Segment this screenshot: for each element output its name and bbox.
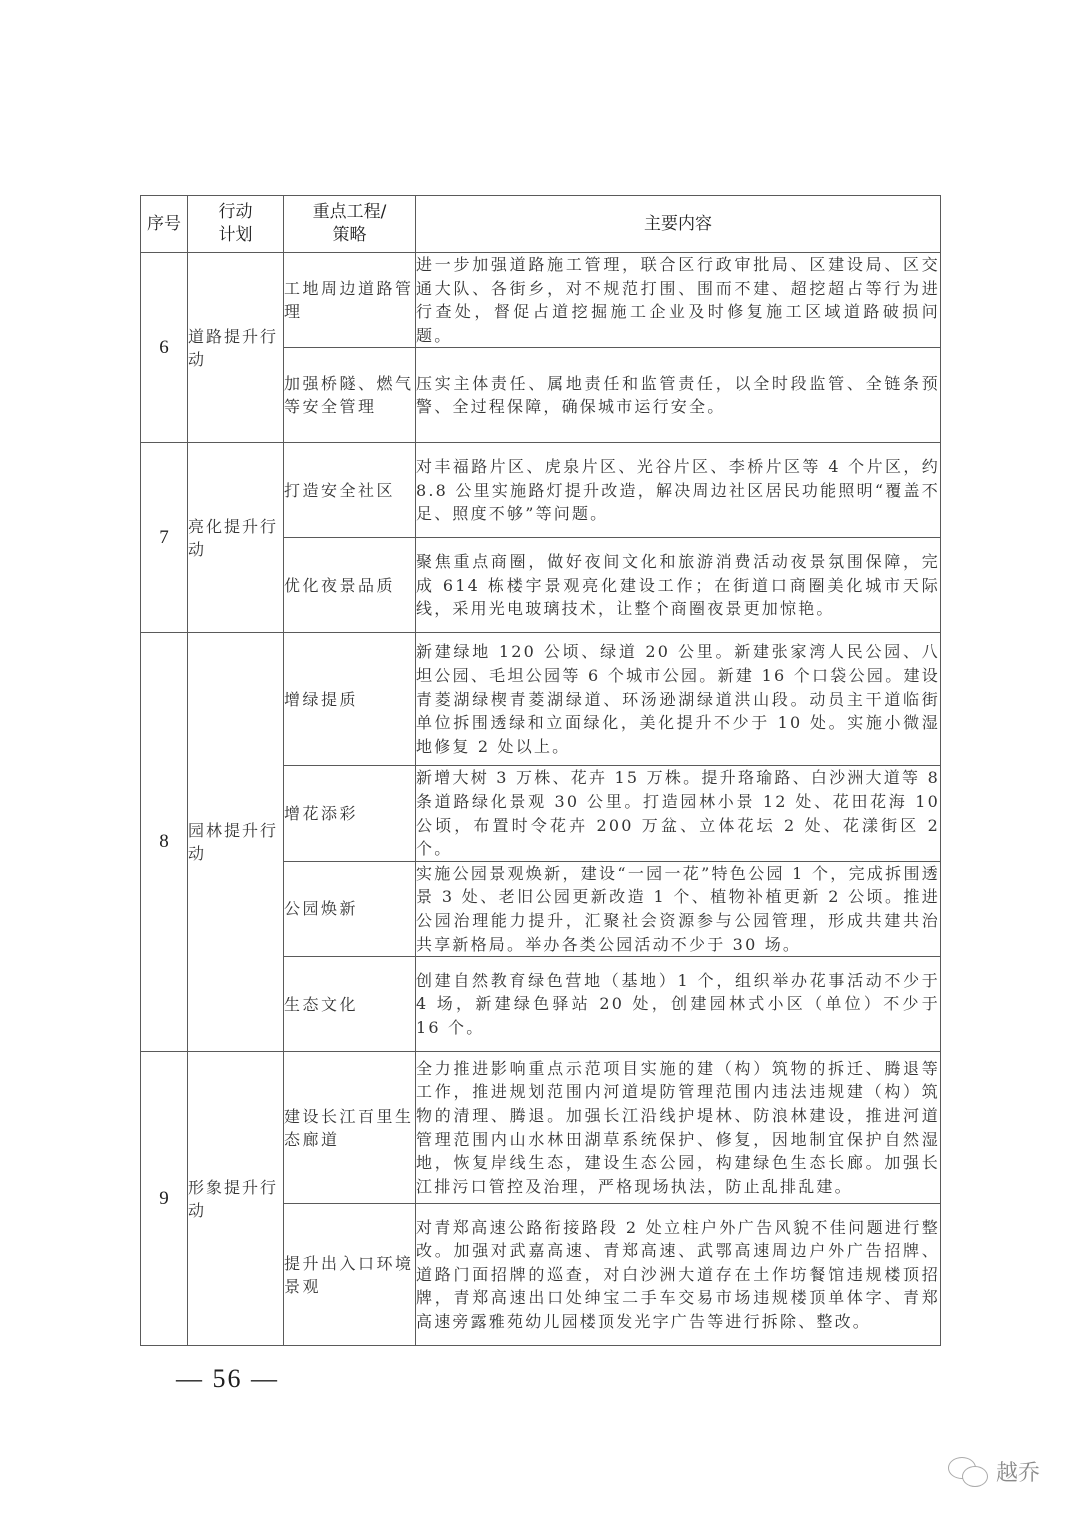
project-name: 优化夜景品质 <box>284 538 416 633</box>
header-content: 主要内容 <box>416 196 941 253</box>
main-content: 全力推进影响重点示范项目实施的建（构）筑物的拆迁、腾退等工作，推进规划范围内河道堤防管理范围内违法违规建（构）筑物的清理、腾退。加强长江沿线护堤林、防浪林建设，推进河道管理范围内山水林田湖草系统保护、修复，因地制宜保护自然湿地，恢复岸线生态，建设生态公园，构建绿色生态长廊。加强长江排污口管控及治理，严格现场执法，防止乱排乱建。 <box>416 1052 941 1204</box>
action-plan: 亮化提升行动 <box>188 443 284 633</box>
main-content: 新建绿地 120 公顷、绿道 20 公里。新建张家湾人民公园、八坦公园、毛坦公园等 6 个城市公园。新建 16 个口袋公园。建设青菱湖绿楔青菱湖绿道、环汤逊湖绿道洪山段。动员主干道临街单位拆围透绿和立面绿化，美化提升不少于 10 处。实施小微湿地修复 2 处以上。 <box>416 633 941 766</box>
page-number: — 56 — <box>176 1364 279 1393</box>
main-content: 进一步加强道路施工管理，联合区行政审批局、区建设局、区交通大队、各街乡，对不规范打围、围而不建、超挖超占等行为进行查处，督促占道挖掘施工企业及时修复施工区域道路破损问题。 <box>416 253 941 348</box>
main-content: 压实主体责任、属地责任和监管责任，以全时段监管、全链条预警、全过程保障，确保城市运行安全。 <box>416 348 941 443</box>
main-content: 聚焦重点商圈，做好夜间文化和旅游消费活动夜景氛围保障，完成 614 栋楼宇景观亮化建设工作；在街道口商圈美化城市天际线，采用光电玻璃技术，让整个商圈夜景更加惊艳。 <box>416 538 941 633</box>
row-number: 7 <box>141 443 188 633</box>
main-content: 对青郑高速公路衔接路段 2 处立柱户外广告风貌不佳问题进行整改。加强对武嘉高速、青郑高速、武鄂高速周边户外广告招牌、道路门面招牌的巡查，对白沙洲大道存在土作坊餐馆违规楼顶招牌，青郑高速出口处绅宝二手车交易市场违规楼顶单体字、青郑高速旁露雅苑幼儿园楼顶发光字广告等进行拆除、整改。 <box>416 1204 941 1346</box>
project-name: 生态文化 <box>284 957 416 1052</box>
table-row <box>141 1052 941 1204</box>
project-name: 公园焕新 <box>284 861 416 956</box>
action-plan-table <box>140 195 941 1346</box>
project-name: 增花添彩 <box>284 766 416 861</box>
main-content: 实施公园景观焕新，建设“一园一花”特色公园 1 个，完成拆围透景 3 处、老旧公园更新改造 1 个、植物补植更新 2 公顷。推进公园治理能力提升，汇聚社会资源参与公园管理，形成共建共治共享新格局。举办各类公园活动不少于 30 场。 <box>416 861 941 956</box>
wechat-icon <box>948 1457 990 1487</box>
source-watermark <box>948 1456 1040 1487</box>
table-row <box>141 443 941 538</box>
project-name: 增绿提质 <box>284 633 416 766</box>
project-name: 打造安全社区 <box>284 443 416 538</box>
table-row <box>141 253 941 348</box>
header-no: 序号 <box>141 196 188 253</box>
watermark-text: 越乔 <box>996 1461 1041 1486</box>
row-number: 9 <box>141 1052 188 1346</box>
header-project: 重点工程/ 策略 <box>284 196 416 253</box>
action-plan: 形象提升行动 <box>188 1052 284 1346</box>
row-number: 6 <box>141 253 188 443</box>
action-plan: 道路提升行动 <box>188 253 284 443</box>
row-number: 8 <box>141 633 188 1052</box>
action-plan: 园林提升行动 <box>188 633 284 1052</box>
project-name: 加强桥隧、燃气等安全管理 <box>284 348 416 443</box>
project-name: 提升出入口环境景观 <box>284 1204 416 1346</box>
main-content: 创建自然教育绿色营地（基地）1 个，组织举办花事活动不少于 4 场，新建绿色驿站 20 处，创建园林式小区（单位）不少于 16 个。 <box>416 957 941 1052</box>
header-plan: 行动 计划 <box>188 196 284 253</box>
table-row <box>141 633 941 766</box>
main-content: 对丰福路片区、虎泉片区、光谷片区、李桥片区等 4 个片区，约 8.8 公里实施路灯提升改造，解决周边社区居民功能照明“覆盖不足、照度不够”等问题。 <box>416 443 941 538</box>
main-content: 新增大树 3 万株、花卉 15 万株。提升珞瑜路、白沙洲大道等 8 条道路绿化景观 30 公里。打造园林小景 12 处、花田花海 10 公顷，布置时令花卉 200 万盆、立体花坛 2 处、花漾街区 2 个。 <box>416 766 941 861</box>
table-header-row <box>141 196 941 253</box>
project-name: 工地周边道路管理 <box>284 253 416 348</box>
project-name: 建设长江百里生态廊道 <box>284 1052 416 1204</box>
